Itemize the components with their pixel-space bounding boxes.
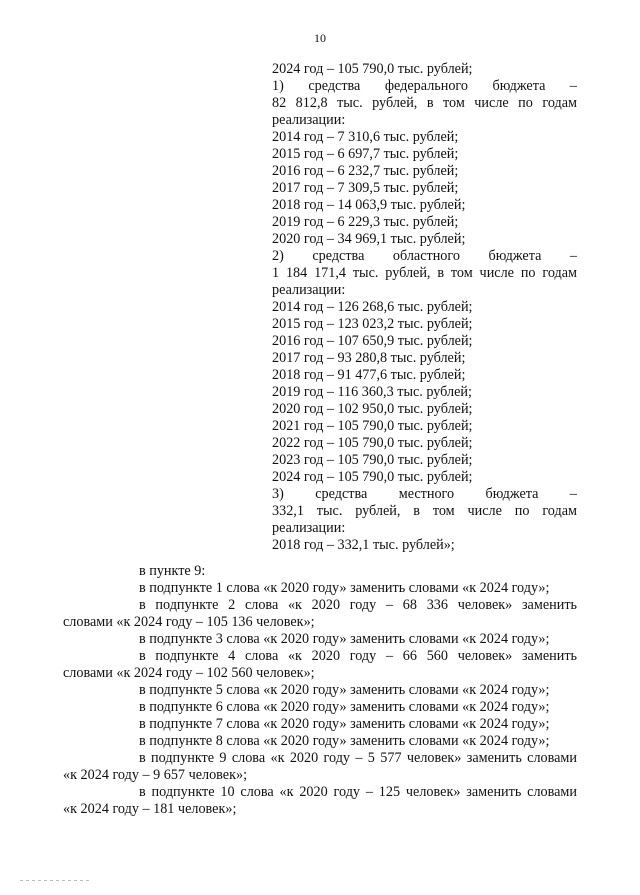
amendments-section xyxy=(63,563,577,818)
amendment-line-1: в подпункте 8 слова «к 2020 году» заменить словами «к 2024 году»; xyxy=(139,733,550,749)
amendment-line-1: в подпункте 7 слова «к 2020 году» заменить словами «к 2024 году»; xyxy=(139,716,550,732)
regional-header-line-2: 1 184 171,4 тыс. рублей, в том числе по годам xyxy=(272,265,577,281)
amendment-line-1: в подпункте 10 слова «к 2020 году – 125 человек» заменить словами xyxy=(139,784,577,800)
amendment-item xyxy=(63,648,577,682)
amendment-line-1: в подпункте 1 слова «к 2020 году» заменить словами «к 2024 году»; xyxy=(139,580,550,596)
year-line: 2018 год – 332,1 тыс. рублей»; xyxy=(272,537,455,553)
amendment-line-1: в подпункте 3 слова «к 2020 году» заменить словами «к 2024 году»; xyxy=(139,631,550,647)
year-line: 2018 год – 91 477,6 тыс. рублей; xyxy=(272,367,466,383)
scan-artifact xyxy=(20,880,90,881)
amendment-item xyxy=(101,716,577,733)
local-header-line-1: 3) средства местного бюджета – xyxy=(272,486,577,502)
amendment-line-1: в подпункте 9 слова «к 2020 году – 5 577 человек» заменить словами xyxy=(139,750,577,766)
amendment-item xyxy=(63,597,577,631)
year-line: 2020 год – 102 950,0 тыс. рублей; xyxy=(272,401,473,417)
amendment-line-1: в подпункте 2 слова «к 2020 году – 68 336 человек» заменить xyxy=(139,597,577,613)
local-header-line-3: реализации: xyxy=(272,520,346,536)
amendment-line-2: «к 2024 году – 9 657 человек»; xyxy=(63,767,248,783)
federal-header-line-3: реализации: xyxy=(272,112,346,128)
year-line: 2024 год – 105 790,0 тыс. рублей; xyxy=(272,469,473,485)
amendment-line-2: словами «к 2024 году – 102 560 человек»; xyxy=(63,665,315,681)
year-line: 2014 год – 126 268,6 тыс. рублей; xyxy=(272,299,473,315)
amendment-line-1: в подпункте 5 слова «к 2020 году» заменить словами «к 2024 году»; xyxy=(139,682,550,698)
regional-header-line-1: 2) средства областного бюджета – xyxy=(272,248,577,264)
year-line: 2022 год – 105 790,0 тыс. рублей; xyxy=(272,435,473,451)
year-line: 2015 год – 6 697,7 тыс. рублей; xyxy=(272,146,459,162)
amendment-line-2: «к 2024 году – 181 человек»; xyxy=(63,801,237,817)
amendment-line-2: словами «к 2024 году – 105 136 человек»; xyxy=(63,614,315,630)
amendment-item xyxy=(101,631,577,648)
year-line: 2017 год – 7 309,5 тыс. рублей; xyxy=(272,180,459,196)
amendment-item xyxy=(63,750,577,784)
year-line: 2021 год – 105 790,0 тыс. рублей; xyxy=(272,418,473,434)
regional-years xyxy=(272,299,577,486)
amendment-item xyxy=(101,580,577,597)
amendment-item xyxy=(101,682,577,699)
regional-header-line-3: реализации: xyxy=(272,282,346,298)
amendment-line-1: в подпункте 6 слова «к 2020 году» заменить словами «к 2024 году»; xyxy=(139,699,550,715)
year-line: 2019 год – 116 360,3 тыс. рублей; xyxy=(272,384,472,400)
federal-header-line-2: 82 812,8 тыс. рублей, в том числе по годам xyxy=(272,95,577,111)
amendment-item xyxy=(63,784,577,818)
budget-breakdown xyxy=(272,61,577,554)
amendment-item xyxy=(101,699,577,716)
local-header-line-2: 332,1 тыс. рублей, в том числе по годам xyxy=(272,503,577,519)
year-line: 2018 год – 14 063,9 тыс. рублей; xyxy=(272,197,466,213)
year-line: 2017 год – 93 280,8 тыс. рублей; xyxy=(272,350,466,366)
federal-years xyxy=(272,129,577,248)
federal-header-line-1: 1) средства федерального бюджета – xyxy=(272,78,577,94)
year-line: 2016 год – 107 650,9 тыс. рублей; xyxy=(272,333,473,349)
year-line: 2019 год – 6 229,3 тыс. рублей; xyxy=(272,214,459,230)
year-line: 2014 год – 7 310,6 тыс. рублей; xyxy=(272,129,459,145)
year-line: 2016 год – 6 232,7 тыс. рублей; xyxy=(272,163,459,179)
amendment-line-1: в подпункте 4 слова «к 2020 году – 66 560 человек» заменить xyxy=(139,648,577,664)
local-years xyxy=(272,537,577,554)
amendments-intro: в пункте 9: xyxy=(139,563,206,579)
page-number: 10 xyxy=(314,31,326,45)
year-line: 2015 год – 123 023,2 тыс. рублей; xyxy=(272,316,473,332)
year-line: 2023 год – 105 790,0 тыс. рублей; xyxy=(272,452,473,468)
budget-lead-line: 2024 год – 105 790,0 тыс. рублей; xyxy=(272,61,473,77)
amendment-item xyxy=(101,733,577,750)
year-line: 2020 год – 34 969,1 тыс. рублей; xyxy=(272,231,466,247)
